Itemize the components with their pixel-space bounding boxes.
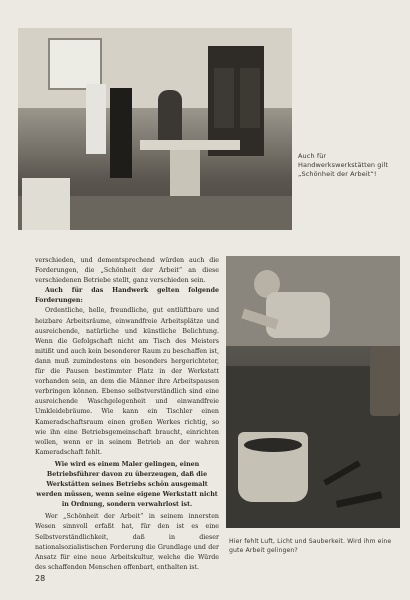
paragraph-3: Wer „Schönheit der Arbeit“ in seinem innersten Wesen sinnvoll erfaßt hat, für den ist es eine Selbstverständlichkeit, daß in dieser nationalsozialistischen Forderung die Grundlage und der Ansatz für eine neue Arbeitskultur, welche die Würde des schaffenden Menschen offenbart, enthalten ist. xyxy=(35,513,219,571)
paragraph-1: verschieden, und dementsprechend würden auch die Forderungen, die „Schönheit der Arbeit“ an diese verschiedenen Betriebe stellt, ganz verschieden sein. xyxy=(35,257,219,285)
caption-right: Hier fehlt Luft, Licht und Sauberkeit. Wird ihm eine gute Arbeit gelingen? xyxy=(229,538,392,554)
workshop-photo xyxy=(18,28,292,230)
paragraph-2: Ordentliche, helle, freundliche, gut entlüftbare und heizbare Arbeitsräume, einwandfreie Arbeitsplätze und ausreichende, natürliche und künstliche Belichtung. Wenn die Gefolgschaft nicht am Tisch des Meisters mitißt und auch kein besonderer Raum zu beschaffen ist, dann muß zumindestens ein besonders hergerichteter, für die Pausen bestimmter Platz in der Werkstatt vorhanden sein, an dem die Männer ihre Arbeitspausen verbringen können. Ebenso selbstverständlich sind eine ausreichende Waschgelegenheit und einwandfreie Umkleidebräume. Wie kann ein Tischler einen Kameradschaftsraum einen großen Werkes richtig, so wie ihn eine Betriebsgemeinschaft braucht, einrichten wollen, wenn er in seinem Betrieb an der wahren Kameradschaft fehlt. xyxy=(35,307,219,456)
article-text xyxy=(35,256,219,573)
worker-photo xyxy=(226,256,400,528)
caption-top: Auch für Handwerkswerkstätten gilt „Schönheit der Arbeit“! xyxy=(298,152,388,178)
paragraph-emphasis: Wie wird es einem Maler gelingen, einen Betriebsführer davon zu überzeugen, daß die Werkstätten seines Betriebs schön ausgemalt werden müssen, wenn seine eigene Werkstatt nicht in Ordnung, sondern verwahrlost ist. xyxy=(36,460,218,509)
paragraph-heading: Auch für das Handwerk gelten folgende Forderungen: xyxy=(35,287,219,305)
page-number: 28 xyxy=(35,574,46,583)
